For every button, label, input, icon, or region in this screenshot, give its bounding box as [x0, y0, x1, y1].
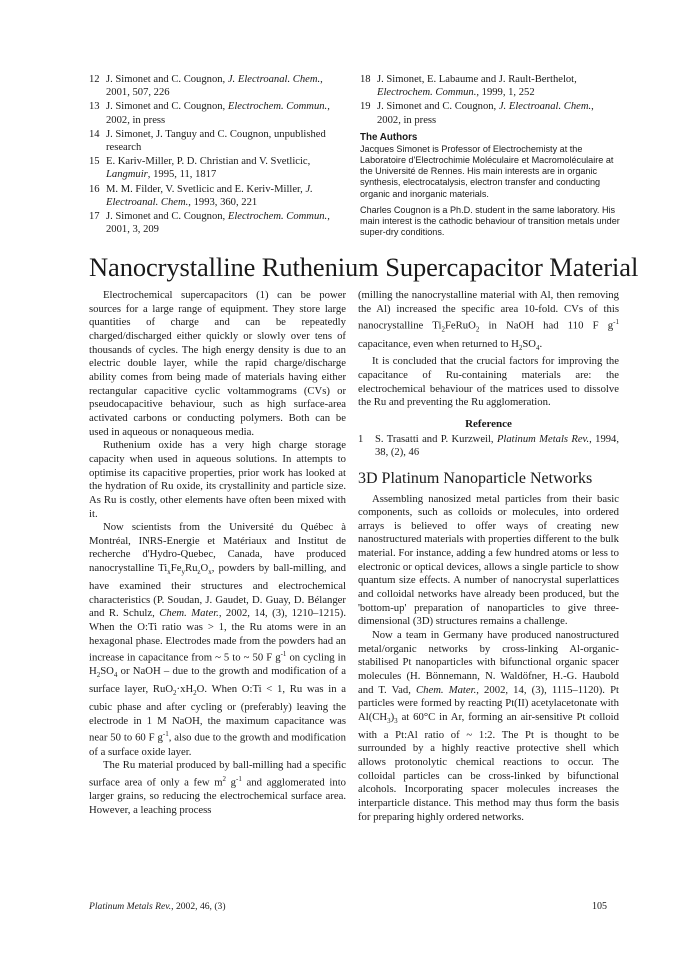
footer-citation: Platinum Metals Rev., 2002, 46, (3): [89, 901, 226, 912]
paragraph: Assembling nanosized metal particles from their basic components, such as colloids or molecules, into ordered arrays is believed to offer ways of creating new nanostructured materials with properties different to the bulk material. For instance, adding a few hundred atoms or less to electronic or optical devices, allows a single particle to show quantum size effects. A number of nanocrystal superlattices and colloidal networks have already been produced, but the 'bottom-up' preparation of nanoparticles to give three-dimensional (3D) structures remains a challenge.: [358, 492, 619, 628]
authors-bio-simonet: Jacques Simonet is Professor of Electrochemisty at the Laboratoire d'Electrochimie Moléculaire et Macromoléculaire at the Université de Rennes. His main interests are in organic synthesis, electrocatalysis, electron transfer and conducting organic and inorganic materials.: [360, 143, 614, 199]
reference-item: 14 J. Simonet, J. Tanguy and C. Cougnon, unpublished research: [89, 128, 326, 154]
right-body-column: [358, 289, 619, 824]
reference-item: 13 J. Simonet and C. Cougnon, Electrochem. Commun., 2002, in press: [89, 101, 330, 126]
reference-item: 12 J. Simonet and C. Cougnon, J. Electroanal. Chem., 2001, 507, 226: [89, 74, 323, 99]
paragraph: It is concluded that the crucial factors for improving the capacitance of Ru-containing materials are: the electrochemical behaviour of the matrices used to dissolve the Ru and preventing the Ru agglomeration.: [358, 355, 619, 409]
authors-heading: The Authors: [360, 131, 418, 143]
paragraph: The Ru material produced by ball-milling had a specific surface area of only a few $m^2$ $g^{-1}$ and agglomerated into larger grains, so reducing the electrochemical surface area. However, a leaching process: [89, 759, 347, 816]
reference-item: 17 J. Simonet and C. Cougnon, Electrochem. Commun., 2001, 3, 209: [89, 211, 330, 236]
left-body-column: [89, 289, 346, 817]
reference-heading: Reference: [465, 418, 512, 431]
reference-item: 18 J. Simonet, E. Labaume and J. Rault-Berthelot, Electrochem. Commun., 1999, 1, 252: [360, 74, 577, 99]
paragraph: Electrochemical supercapacitors (1) can be power sources for a large range of equipment. They store large quantities of charge and can be repeatedly charged/discharged either quickly or slowly over tens of thousands of cycles. The high energy density is due to an electric double layer, while the rapid charge/discharge ability comes from being made of materials having either rectangular capacitive cyclic voltammograms (CVs) or pseudocapacitive behaviour, such as high surface-area activated carbons or conducting polymers. Both can be used in aqueous or nonaqueous media.: [89, 289, 346, 438]
reference-item: 16 M. M. Filder, V. Svetlicic and E. Keriv-Miller, J. Electroanal. Chem., 1993, 360, 221: [89, 183, 313, 208]
article-title: Nanocrystalline Ruthenium Supercapacitor Material: [89, 252, 639, 282]
paragraph: Now a team in Germany have produced nanostructured metal/organic networks by cross-linking Al-organic-stabilised Pt nanoparticles with bifunctional organic spacer molecules (H. Bönnemann, N. Waldöfner, H.-G. Haubold and T. Vad, Chem. Mater., 2002, 14, (3), 1115–1120). Pt particles were formed by reacting Pt(II) acetylacetonate with $Al(CH_3)_3$ at 60°C in Ar, forming an air-sensitive Pt colloid with a Pt:Al ratio of ~ 1:2. The Pt is thought to be surrounded by a highly reactive protective shell which allows protonolytic chemical reactions to occur. The colloidal particles can be cross-linked by bifunctional alcohols. Incorporating spacer molecules increases the interparticle distance. This method may thus form the basis for preparing highly ordered networks.: [358, 629, 619, 823]
references-top-right: [360, 73, 620, 243]
reference-item: 1 S. Trasatti and P. Kurzweil, Platinum Metals Rev., 1994, 38, (2), 46: [358, 434, 619, 459]
section-title: 3D Platinum Nanoparticle Networks: [358, 469, 593, 487]
references-top-left: [89, 73, 347, 237]
authors-bio-cougnon: Charles Cougnon is a Ph.D. student in the same laboratory. His main interest is the cathodic behaviour of transition metals under super-dry conditions.: [360, 204, 620, 238]
reference-item: 19 J. Simonet and C. Cougnon, J. Electroanal. Chem., 2002, in press: [360, 101, 594, 126]
page-number: 105: [592, 901, 607, 912]
paragraph: (milling the nanocrystalline material with Al, then removing the Al) increased the specific area 10-fold. CVs of this nanocrystalline $Ti_2FeRuO_2$ in NaOH had 110 F $g^{-1}$ capacitance, even when returned to $H_2SO_4$.: [358, 289, 619, 352]
reference-item: 15 E. Kariv-Miller, P. D. Christian and V. Svetlicic, Langmuir, 1995, 11, 1817: [89, 156, 311, 181]
paragraph: Ruthenium oxide has a very high charge storage capacity when used in aqueous solutions. In attempts to optimise its capacitive properties, prior work has looked at the hydration of Ru oxide, its crystallinity and particle size. As Ru is costly, other elements have often been mixed with it.: [89, 439, 346, 520]
paragraph: Now scientists from the Université du Québec à Montréal, INRS-Energie et Matériaux and Institut de recherche d'Hydro-Quebec, Canada, have produced nanocrystalline $Ti_xFe_yRu_zO_x$, powders by ball-milling, and have examined their structures and electrochemical characteristics (P. Soudan, J. Gaudet, D. Guay, D. Bélanger and R. Schulz, Chem. Mater., 2002, 14, (3), 1210–1215). When the O:Ti ratio was > 1, the Ru atoms were in an hexagonal phase. Electrodes made from the powders had an increase in capacitance from ~ 5 to ~ 50 F $g^{-1}$ on cycling in $H_2SO_4$ or NaOH – due to the growth and modification of a surface layer, $RuO_2\cdot xH_2O$. When O:Ti < 1, Ru was in a cubic phase and after cycling or (preferably) leaving the electrode in 1 M NaOH, the maximum capacitance was near 50 to 60 F $g^{-1}$, also due to the growth and modification of a surface oxide layer.: [89, 521, 346, 758]
